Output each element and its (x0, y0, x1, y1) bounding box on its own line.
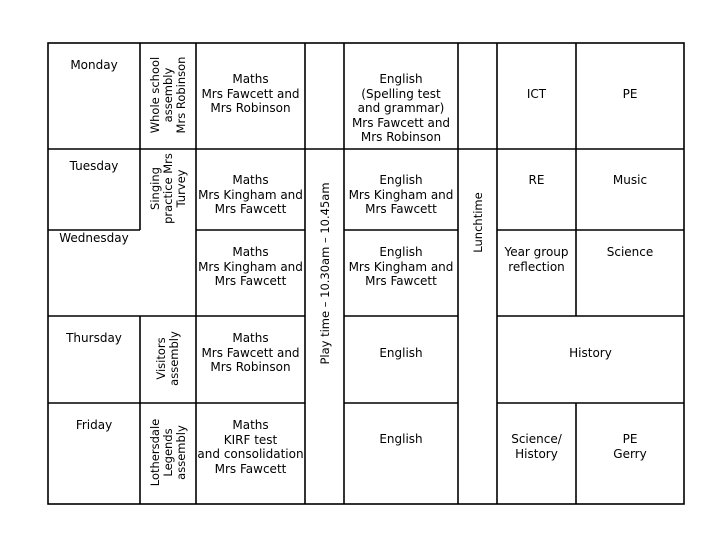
day-friday: Friday (75, 418, 113, 432)
english-monday: English (Spelling test and grammar) Mrs Fawcett and Mrs Robinson (351, 72, 451, 144)
english-thursday: English (379, 346, 423, 360)
day-thursday: Thursday (66, 331, 122, 345)
day-wednesday: Wednesday (59, 231, 129, 245)
day-monday: Monday (70, 58, 118, 72)
assembly-tuesday: Singing practice Mrs Turvey (147, 153, 188, 224)
assembly-thursday: Visitors assembly (154, 331, 181, 386)
play-time-label: Play time – 10.30am – 10.45am (317, 182, 332, 365)
afternoon-friday-2: PE Gerry (613, 432, 647, 461)
english-wednesday: English Mrs Kingham and Mrs Fawcett (348, 245, 454, 288)
afternoon-wednesday-1: Year group reflection (504, 245, 569, 274)
afternoon-friday-1: Science/ History (511, 432, 562, 461)
afternoon-tuesday-2: Music (612, 173, 648, 187)
day-tuesday: Tuesday (69, 159, 119, 173)
afternoon-monday-2: PE (622, 87, 638, 101)
assembly-monday: Whole school assembly Mrs Robinson (147, 56, 188, 134)
english-tuesday: English Mrs Kingham and Mrs Fawcett (348, 173, 454, 216)
assembly-friday: Lothersdale Legends assembly (147, 418, 188, 487)
afternoon-monday-1: ICT (526, 87, 547, 101)
maths-tuesday: Maths Mrs Kingham and Mrs Fawcett (198, 173, 303, 216)
afternoon-tuesday-1: RE (528, 173, 545, 187)
maths-thursday: Maths Mrs Fawcett and Mrs Robinson (201, 331, 300, 374)
afternoon-thursday: History (569, 346, 612, 360)
maths-friday: Maths KIRF test and consolidation Mrs Fawcett (197, 418, 304, 476)
lunchtime-label: Lunchtime (470, 192, 485, 253)
maths-wednesday: Maths Mrs Kingham and Mrs Fawcett (198, 245, 303, 288)
afternoon-wednesday-2: Science (606, 245, 654, 259)
maths-monday: Maths Mrs Fawcett and Mrs Robinson (201, 72, 300, 115)
english-friday: English (379, 432, 423, 446)
